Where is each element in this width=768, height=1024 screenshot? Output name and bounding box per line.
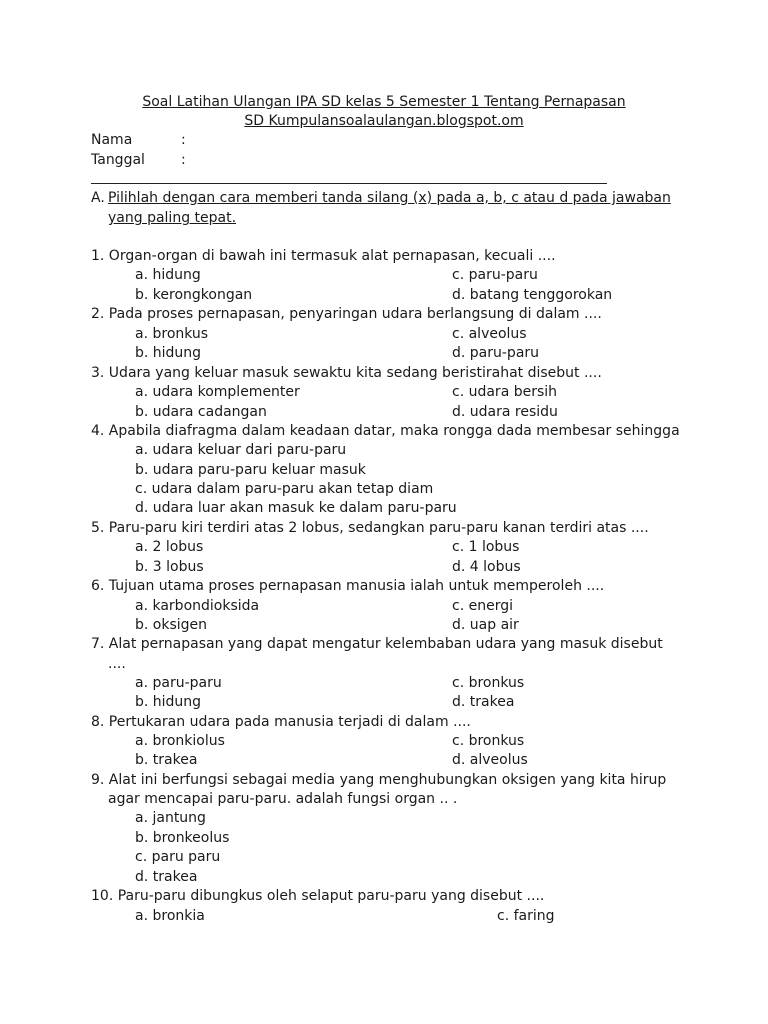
option-4a: a. udara keluar dari paru-paru [135,442,347,458]
option-5d: d. 4 lobus [452,559,521,575]
option-8b: b. trakea [135,752,198,768]
question-6: 6. Tujuan utama proses pernapasan manusia ialah untuk memperoleh .... [91,578,605,594]
option-1a: a. hidung [135,267,201,283]
option-7a: a. paru-paru [135,675,222,691]
field-separator: : [181,132,186,148]
option-6a: a. karbondioksida [135,598,260,614]
option-1c: c. paru-paru [452,267,538,283]
option-5a: a. 2 lobus [135,539,204,555]
option-9c: c. paru paru [135,849,221,865]
option-1b: b. kerongkongan [135,287,253,303]
option-2b: b. hidung [135,345,202,361]
option-6c: c. energi [452,598,513,614]
field-separator: : [181,152,186,168]
instruction-text: Pilihlah dengan cara memberi tanda silang (x) pada a, b, c atau d pada jawaban yang paling tepat. [108,190,671,226]
page-subtitle: SD Kumpulansoalaulangan.blogspot.om [244,113,524,129]
question-3: 3. Udara yang keluar masuk sewaktu kita sedang beristirahat disebut .... [91,365,602,381]
option-1d: d. batang tenggorokan [452,287,613,303]
page-title: Soal Latihan Ulangan IPA SD kelas 5 Semester 1 Tentang Pernapasan [142,94,626,110]
option-2d: d. paru-paru [452,345,540,361]
option-2c: c. alveolus [452,326,527,342]
option-6d: d. uap air [452,617,519,633]
section-letter: A. [91,190,105,206]
option-7c: c. bronkus [452,675,525,691]
option-3d: d. udara residu [452,404,558,420]
option-3b: b. udara cadangan [135,404,267,420]
divider [91,183,607,184]
question-7-continued: .... [108,656,126,672]
option-9a: a. jantung [135,810,206,826]
option-4b: b. udara paru-paru keluar masuk [135,462,366,478]
question-8: 8. Pertukaran udara pada manusia terjadi di dalam .... [91,714,471,730]
option-6b: b. oksigen [135,617,208,633]
field-nama [91,130,186,150]
question-5: 5. Paru-paru kiri terdiri atas 2 lobus, sedangkan paru-paru kanan terdiri atas .... [91,520,649,536]
option-10a: a. bronkia [135,908,205,924]
option-5c: c. 1 lobus [452,539,520,555]
option-5b: b. 3 lobus [135,559,204,575]
option-4d: d. udara luar akan masuk ke dalam paru-paru [135,500,457,516]
field-tanggal [91,150,186,170]
field-label: Tanggal [91,152,145,168]
option-8c: c. bronkus [452,733,525,749]
question-10: 10. Paru-paru dibungkus oleh selaput paru-paru yang disebut .... [91,888,545,904]
option-9d: d. trakea [135,869,198,885]
question-2: 2. Pada proses pernapasan, penyaringan udara berlangsung di dalam .... [91,306,602,322]
question-7: 7. Alat pernapasan yang dapat mengatur kelembaban udara yang masuk disebut [91,636,663,652]
field-label: Nama [91,132,133,148]
option-9b: b. bronkeolus [135,830,230,846]
question-4: 4. Apabila diafragma dalam keadaan datar, maka rongga dada membesar sehingga [91,423,680,439]
option-4c: c. udara dalam paru-paru akan tetap diam [135,481,434,497]
option-8a: a. bronkiolus [135,733,225,749]
question-9-continued: agar mencapai paru-paru. adalah fungsi organ .. . [108,791,458,807]
question-1: 1. Organ-organ di bawah ini termasuk alat pernapasan, kecuali .... [91,248,556,264]
option-7b: b. hidung [135,694,202,710]
option-7d: d. trakea [452,694,515,710]
option-10c: c. faring [497,908,555,924]
option-3c: c. udara bersih [452,384,558,400]
option-2a: a. bronkus [135,326,209,342]
option-3a: a. udara komplementer [135,384,300,400]
option-8d: d. alveolus [452,752,528,768]
question-9: 9. Alat ini berfungsi sebagai media yang menghubungkan oksigen yang kita hirup [91,772,667,788]
